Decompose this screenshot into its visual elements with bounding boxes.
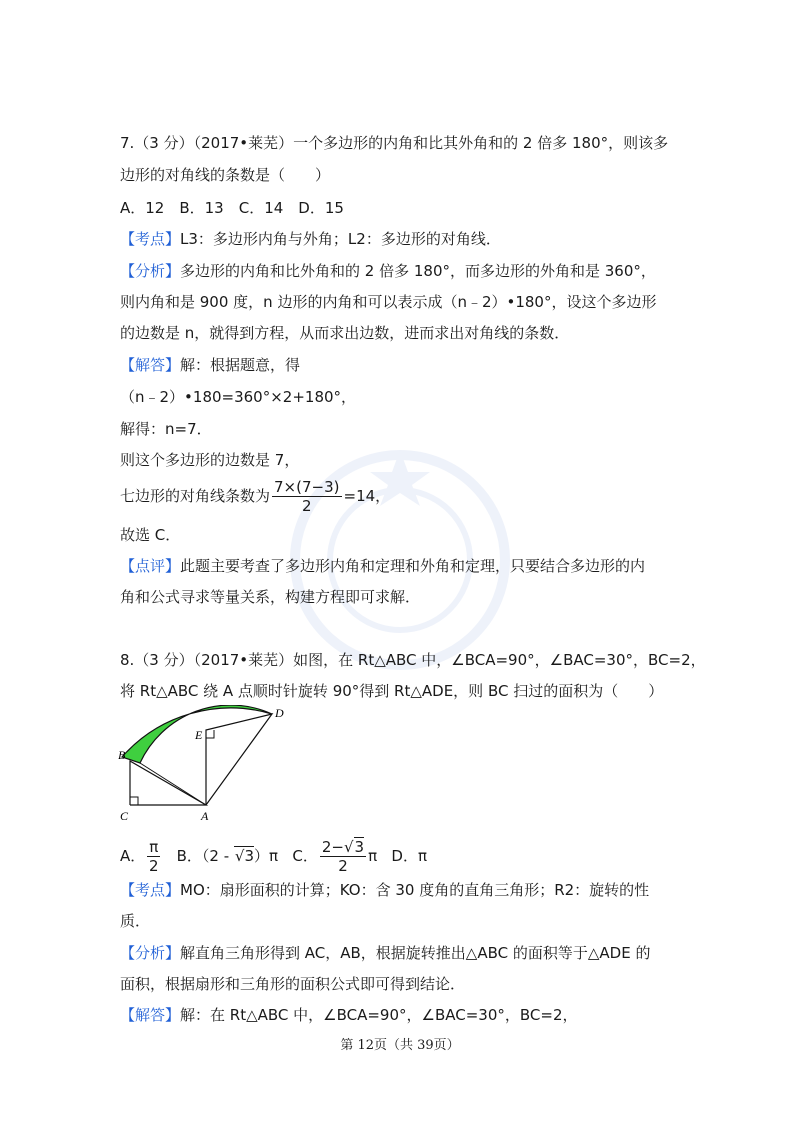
option-c-radicand: 3 (354, 838, 365, 856)
fenxi-tag: 【分析】 (120, 262, 181, 280)
eq4-numerator: 7×(7−3) (274, 478, 340, 496)
q8-options (120, 838, 427, 875)
q7-jieda (120, 355, 300, 375)
label-d: D (275, 706, 284, 720)
eq4-denominator: 2 (301, 497, 312, 515)
eq4-suffix: =14， (343, 487, 391, 505)
q7-fenxi-line3: 的边数是 n，就得到方程，从而求出边数，进而求出对角线的条数． (120, 324, 570, 342)
q8-kaodian-line1 (120, 880, 649, 900)
fenxi-tag: 【分析】 (120, 944, 181, 962)
label-a: A (201, 809, 209, 823)
eq4-fraction (272, 478, 341, 515)
jieda-tag: 【解答】 (120, 356, 181, 374)
dianping-text: 此题主要考查了多边形内角和定理和外角和定理，只要结合多边形的内 (180, 557, 646, 575)
label-c: C (120, 809, 129, 823)
q7-equation3: 则这个多边形的边数是 7， (120, 451, 300, 469)
q8-stem-line2: 将 Rt△ABC 绕 A 点顺时针旋转 90°得到 Rt△ADE，则 BC 扫过的面积为（ ） (120, 682, 664, 700)
option-b-radicand: 3 (244, 847, 255, 865)
q7-dianping-line1 (120, 556, 645, 576)
q7-equation4 (120, 478, 390, 515)
triangle-abc (130, 761, 206, 805)
q7-equation1: （n﹣2）•180=360°×2+180°， (120, 388, 357, 406)
fenxi-text: 多边形的内角和比外角和的 2 倍多 180°，而多边形的外角和是 360°， (180, 262, 656, 280)
fenxi-text: 解直角三角形得到 AC，AB，根据旋转推出△ABC 的面积等于△ADE 的 (180, 944, 651, 962)
option-b-post: ）π (254, 847, 279, 865)
q8-fenxi-line1 (120, 943, 650, 963)
page-footer: 第 12页（共 39页） (340, 1038, 460, 1053)
option-b-pre: B．（2 - (176, 847, 234, 865)
q8-geometry-figure (115, 705, 295, 825)
q7-fenxi-line1 (120, 261, 656, 281)
q7-stem-line1: 7.（3 分）（2017•莱芜）一个多边形的内角和比其外角和的 2 倍多 180°，则该多 (120, 134, 669, 152)
q7-fenxi-line2: 则内角和是 900 度，n 边形的内角和可以表示成（n﹣2）•180°，设这个多边形 (120, 293, 657, 311)
q7-dianping-line2: 角和公式寻求等量关系，构建方程即可求解． (120, 588, 421, 606)
label-b: B (118, 748, 126, 762)
option-c-den: 2 (338, 857, 348, 875)
jieda-text: 解：根据题意，得 (180, 356, 301, 374)
q7-kaodian (120, 229, 501, 249)
triangle-ade (206, 714, 272, 805)
jieda-text: 解：在 Rt△ABC 中，∠BCA=90°，∠BAC=30°，BC=2， (180, 1006, 578, 1024)
option-c-num: 2−√3 (321, 838, 365, 856)
label-e: E (195, 728, 203, 742)
option-c-post: π (368, 847, 378, 865)
kaodian-tag: 【考点】 (120, 881, 181, 899)
q8-stem-line1: 8.（3 分）（2017•莱芜）如图，在 Rt△ABC 中，∠BCA=90°，∠BAC=30°，BC=2， (120, 651, 706, 669)
kaodian-text: L3：多边形内角与外角；L2：多边形的对角线． (180, 230, 501, 248)
q8-jieda (120, 1005, 578, 1025)
q8-kaodian-line2: 质． (120, 912, 151, 930)
option-c-label: C． (292, 847, 318, 865)
kaodian-tag: 【考点】 (120, 230, 181, 248)
jieda-tag: 【解答】 (120, 1006, 181, 1024)
q7-equation2: 解得：n=7． (120, 420, 212, 438)
option-a-fraction (147, 838, 160, 875)
dianping-tag: 【点评】 (120, 557, 181, 575)
kaodian-text: MO：扇形面积的计算；KO：含 30 度角的直角三角形；R2：旋转的性 (180, 881, 650, 899)
q7-options: A．12 B．13 C．14 D．15 (120, 199, 344, 217)
q7-equation5: 故选 C． (120, 526, 181, 544)
option-c-num-pre: 2− (321, 838, 344, 856)
option-a-num: π (149, 838, 159, 856)
q7-stem-line2: 边形的对角线的条数是（ ） (120, 166, 331, 184)
q8-fenxi-line2: 面积，根据扇形和三角形的面积公式即可得到结论． (120, 975, 466, 993)
option-d: D．π (391, 847, 428, 865)
option-a-den: 2 (149, 857, 159, 875)
eq4-prefix: 七边形的对角线条数为 (120, 487, 271, 505)
option-b-sqrt: √3 (234, 847, 255, 865)
option-a-label: A． (120, 847, 146, 865)
option-c-fraction (320, 838, 366, 875)
